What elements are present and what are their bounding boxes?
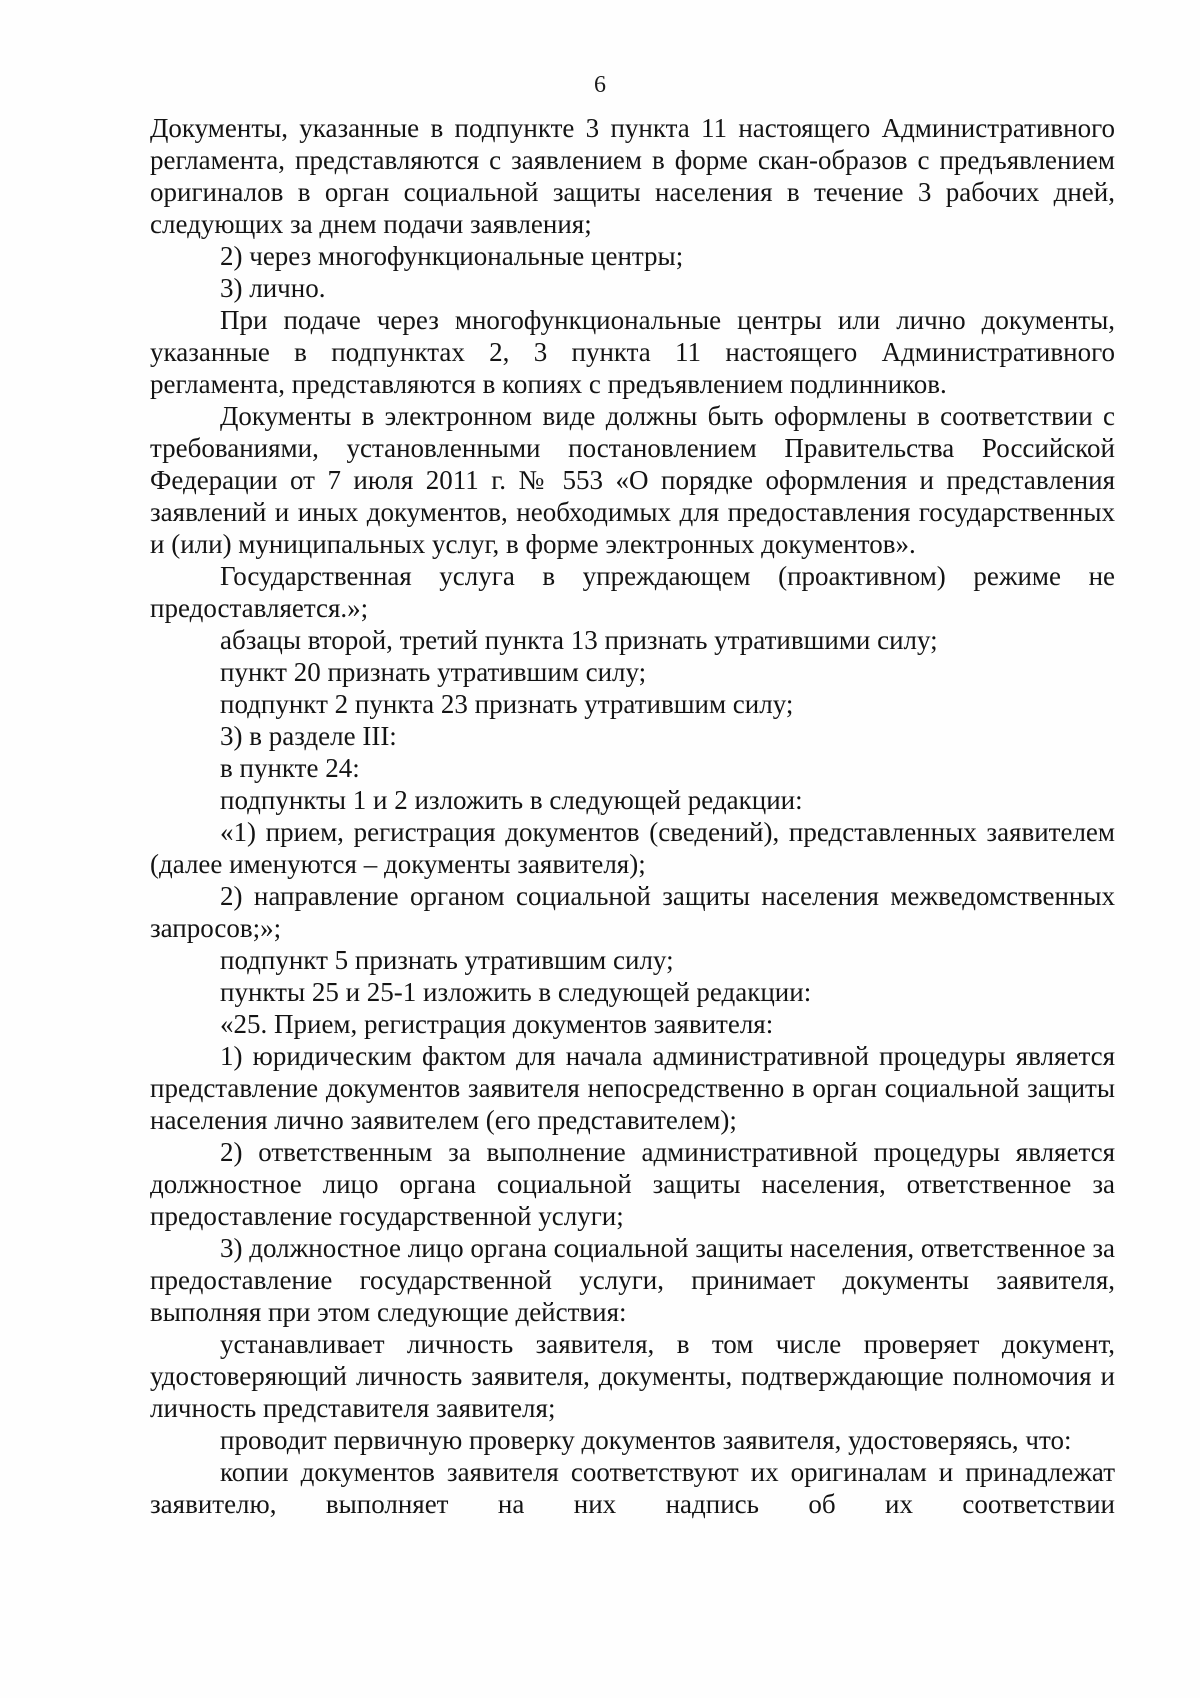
paragraph: «25. Прием, регистрация документов заявителя: — [220, 1009, 774, 1039]
paragraph: «1) прием, регистрация документов (сведений), представленных заявителем (далее именуются – документы заявителя); — [150, 817, 1115, 879]
paragraph: подпункт 5 признать утратившим силу; — [220, 945, 674, 975]
paragraph: проводит первичную проверку документов заявителя, удостоверяясь, что: — [220, 1425, 1072, 1455]
paragraph: Документы в электронном виде должны быть оформлены в соответствии с требованиями, установленными постановлением Правительства Российской Федерации от 7 июля 2011 г. № 553 «О порядке оформления и представления заявлений и иных документов, необходимых для предоставления государственных и (или) муниципальных услуг, в форме электронных документов». — [150, 401, 1115, 559]
paragraph: Государственная услуга в упреждающем (проактивном) режиме не предоставляется.»; — [150, 561, 1115, 623]
paragraph: пункты 25 и 25-1 изложить в следующей редакции: — [220, 977, 812, 1007]
paragraph: пункт 20 признать утратившим силу; — [220, 657, 647, 687]
paragraph: подпункт 2 пункта 23 признать утратившим силу; — [220, 689, 794, 719]
paragraph: копии документов заявителя соответствуют их оригиналам и принадлежат заявителю, выполняет на них надпись об их соответствии — [150, 1457, 1115, 1519]
paragraph: устанавливает личность заявителя, в том числе проверяет документ, удостоверяющий личность заявителя, документы, подтверждающие полномочия и личность представителя заявителя; — [150, 1329, 1115, 1423]
paragraph: 2) через многофункциональные центры; — [220, 241, 684, 271]
paragraph: подпункты 1 и 2 изложить в следующей редакции: — [220, 785, 803, 815]
paragraph: 3) в разделе III: — [220, 721, 397, 751]
paragraph: в пункте 24: — [220, 753, 360, 783]
paragraph: 3) должностное лицо органа социальной защиты населения, ответственное за предоставление государственной услуги, принимает документы заявителя, выполняя при этом следующие действия: — [150, 1233, 1115, 1327]
paragraph: 2) ответственным за выполнение административной процедуры является должностное лицо органа социальной защиты населения, ответственное за предоставление государственной услуги; — [150, 1137, 1115, 1231]
paragraph: 1) юридическим фактом для начала административной процедуры является представление документов заявителя непосредственно в орган социальной защиты населения лично заявителем (его представителем); — [150, 1041, 1115, 1135]
paragraph: абзацы второй, третий пункта 13 признать утратившими силу; — [220, 625, 938, 655]
document-body — [150, 112, 1115, 1520]
paragraph: 2) направление органом социальной защиты населения межведомственных запросов;»; — [150, 881, 1115, 943]
page-number: 6 — [594, 72, 606, 98]
paragraph: При подаче через многофункциональные центры или лично документы, указанные в подпунктах 2, 3 пункта 11 настоящего Административного регламента, представляются в копиях с предъявлением подлинников. — [150, 305, 1115, 399]
paragraph: 3) лично. — [220, 273, 326, 303]
paragraph: Документы, указанные в подпункте 3 пункта 11 настоящего Административного регламента, представляются с заявлением в форме скан-образов с предъявлением оригиналов в орган социальной защиты населения в течение 3 рабочих дней, следующих за днем подачи заявления; — [150, 113, 1115, 239]
